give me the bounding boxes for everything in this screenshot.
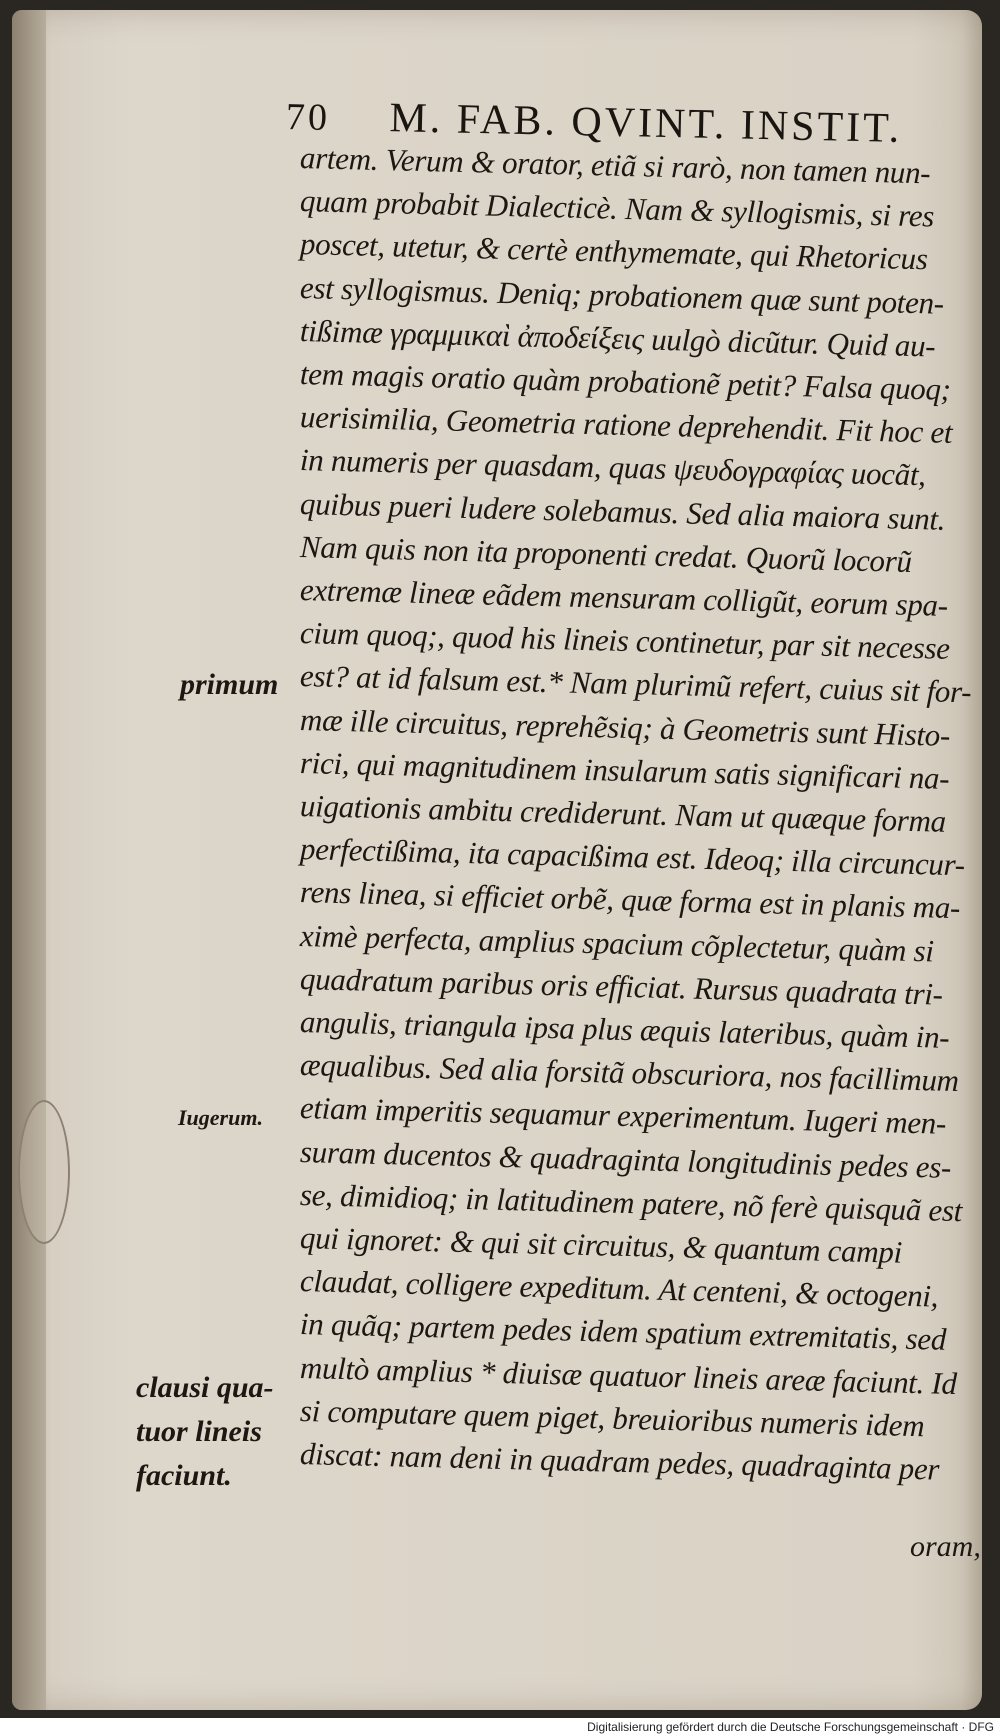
book-clasp (18, 1100, 70, 1244)
text-line: angulis, triangula ipsa plus æquis lateribus, quàm in- (299, 1004, 950, 1055)
footer-text: Digitalisierung gefördert durch die Deutsche Forschungsgemeinschaft · DFG (587, 1720, 994, 1734)
text-line: quadratum paribus oris efficiat. Rursus quadrata tri- (299, 960, 944, 1012)
running-title: M. FAB. QVINT. INSTIT. (389, 95, 903, 152)
margin-note-line: clausi qua- (136, 1371, 274, 1404)
text-line: quam probabit Dialecticè. Nam & syllogismis, si res (299, 183, 935, 234)
text-line: rens linea, si efficiet orbẽ, quæ forma est in planis ma- (299, 874, 961, 926)
text-line: est syllogismus. Deniq; probationem quæ sunt poten- (299, 269, 945, 321)
text-line: rici, qui magnitudinem insularum satis significari na- (299, 744, 950, 796)
folio-number: 70 (285, 96, 331, 139)
margin-note-primum: primum (180, 668, 279, 701)
text-line: perfectißima, ita capacißima est. Ideoq; illa circuncur- (299, 831, 966, 883)
margin-note-line: faciunt. (136, 1459, 232, 1492)
text-line: uerisimilia, Geometria ratione deprehendit. Fit hoc et (299, 399, 953, 451)
text-line: discat: nam deni in quadram pedes, quadraginta per (299, 1436, 940, 1487)
text-line: tem magis oratio quàm probationẽ petit? Falsa quoq; (299, 356, 952, 407)
text-line: suram ducentos & quadraginta longitudinis pedes es- (299, 1133, 952, 1185)
text-line: mæ ille circuitus, reprehẽsiq; à Geometris sunt Histo- (299, 701, 951, 753)
digitization-footer (0, 1718, 1000, 1736)
text-line: æqualibus. Sed alia forsitã obscuriora, nos facillimum (299, 1047, 960, 1099)
text-line: poscet, utetur, & certè enthymemate, qui Rhetoricus (299, 226, 929, 277)
text-line: tißimæ γραμμικαὶ ἀποδείξεις uulgò dicũtur. Quid au- (299, 312, 936, 364)
text-line: etiam imperitis sequamur experimentum. Iugeri men- (299, 1090, 947, 1142)
text-line: Nam quis non ita proponenti credat. Quorũ locorũ (299, 528, 913, 579)
text-line: uigationis ambitu crediderunt. Nam ut quæque forma (299, 788, 947, 839)
text-line: claudat, colligere expeditum. At centeni, & octogeni, (299, 1263, 939, 1314)
text-line: se, dimidioq; in latitudinem patere, nõ ferè quisquã est (299, 1176, 963, 1229)
text-line: artem. Verum & orator, etiã si rarò, non tamen nun- (299, 140, 931, 191)
margin-note-clausi (136, 1366, 274, 1498)
text-line: ximè perfecta, amplius spacium cõplectetur, quàm si (299, 917, 935, 969)
text-line: in numeris per quasdam, quas ψευδογραφίας uocãt, (299, 442, 927, 493)
text-line: extremæ lineæ eãdem mensuram colligũt, eorum spa- (299, 572, 949, 623)
text-line: si computare quem piget, breuioribus numeris idem (299, 1392, 925, 1444)
margin-note-line: tuor lineis (136, 1415, 262, 1448)
text-line: cium quoq;, quod his lineis continetur, par sit necesse (299, 615, 951, 667)
text-line: quibus pueri ludere solebamus. Sed alia maiora sunt. (299, 485, 946, 537)
text-line: in quãq; partem pedes idem spatium extremitatis, sed (299, 1306, 947, 1358)
text-line: est? at id falsum est.* Nam plurimũ refert, cuius sit for- (299, 658, 972, 710)
text-line: qui ignoret: & qui sit circuitus, & quantum campi (299, 1220, 903, 1270)
book-spine (12, 10, 46, 1710)
text-line: multò amplius * diuisæ quatuor lineis areæ faciunt. Id (299, 1349, 958, 1401)
margin-note-iugerum: Iugerum. (178, 1105, 263, 1130)
main-text (299, 136, 980, 1487)
catchword: oram, (910, 1530, 981, 1563)
